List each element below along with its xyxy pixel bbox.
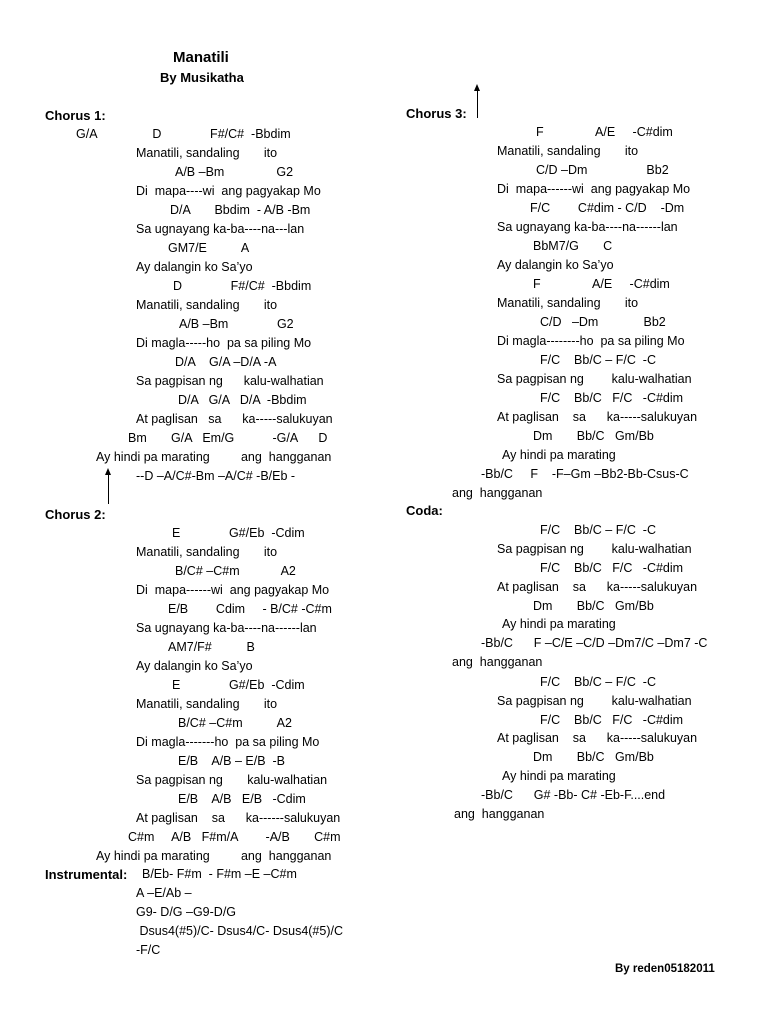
chord-line: A –E/Ab –: [136, 886, 192, 900]
lyric-line: At paglisan sa ka------salukuyan: [136, 811, 341, 825]
lyric-line: Sa ugnayang ka-ba----na------lan: [136, 621, 317, 635]
chord-line: F A/E -C#dim: [536, 125, 673, 139]
chord-line: Dsus4(#5)/C- Dsus4/C- Dsus4(#5)/C: [136, 924, 343, 938]
chord-line: F A/E -C#dim: [533, 277, 670, 291]
up-arrow-icon: [108, 474, 109, 504]
chord-line: F/C Bb/C – F/C -C: [540, 523, 656, 537]
lyric-line: Sa ugnayang ka-ba----na------lan: [497, 220, 678, 234]
chord-line: E/B A/B E/B -Cdim: [178, 792, 306, 806]
chord-line: C#m A/B F#m/A -A/B C#m: [128, 830, 341, 844]
lyric-line: ang hangganan: [454, 807, 545, 821]
lyric-line: ang hangganan: [452, 486, 543, 500]
chord-line: D/A Bbdim - A/B -Bm: [170, 203, 311, 217]
chord-line: C/D –Dm Bb2: [536, 163, 669, 177]
chord-line: --D –A/C#-Bm –A/C# -B/Eb -: [136, 469, 296, 483]
lyric-line: Manatili, sandaling ito: [497, 296, 639, 310]
lyric-line: Sa ugnayang ka-ba----na---lan: [136, 222, 305, 236]
instrumental-label: Instrumental:: [45, 867, 128, 882]
chord-line: GM7/E A: [168, 241, 250, 255]
chord-line: D F#/C# -Bbdim: [173, 279, 312, 293]
lyric-line: Sa pagpisan ng kalu-walhatian: [497, 372, 692, 386]
lyric-line: Di mapa------wi ang pagyakap Mo: [497, 182, 691, 196]
chord-line: G9- D/G –G9-D/G: [136, 905, 237, 919]
lyric-line: ang hangganan: [452, 655, 543, 669]
chord-line: E G#/Eb -Cdim: [172, 678, 305, 692]
chorus2-label: Chorus 2:: [45, 507, 106, 522]
chord-line: -Bb/C F -F–Gm –Bb2-Bb-Csus-C: [481, 467, 689, 481]
chord-line: E G#/Eb -Cdim: [172, 526, 305, 540]
lyric-line: Manatili, sandaling ito: [136, 545, 278, 559]
lyric-line: Ay hindi pa marating: [502, 769, 616, 783]
chord-line: G/A D F#/C# -Bbdim: [76, 127, 291, 141]
lyric-line: Sa pagpisan ng kalu-walhatian: [497, 694, 692, 708]
lyric-line: Manatili, sandaling ito: [136, 697, 278, 711]
lyric-line: Ay dalangin ko Sa’yo: [136, 659, 253, 673]
chord-line: D/A G/A –D/A -A: [175, 355, 277, 369]
chord-line: B/C# –C#m A2: [178, 716, 292, 730]
chorus3-label: Chorus 3:: [406, 106, 467, 121]
arranger-credit: By reden05182011: [615, 963, 715, 975]
chord-line: -F/C: [136, 943, 161, 957]
chord-line: F/C Bb/C F/C -C#dim: [540, 561, 684, 575]
chord-line: B/C# –C#m A2: [175, 564, 296, 578]
chord-line: -Bb/C F –C/E –C/D –Dm7/C –Dm7 -C: [481, 636, 708, 650]
lyric-line: Di magla-----ho pa sa piling Mo: [136, 336, 312, 350]
lyric-line: Sa pagpisan ng kalu-walhatian: [497, 542, 692, 556]
chord-line: F/C Bb/C F/C -C#dim: [540, 391, 684, 405]
chord-line: C/D –Dm Bb2: [540, 315, 666, 329]
chord-line: B/Eb- F#m - F#m –E –C#m: [142, 867, 297, 881]
lyric-line: Ay hindi pa marating: [502, 617, 616, 631]
lyric-line: Manatili, sandaling ito: [136, 146, 278, 160]
chord-line: D/A G/A D/A -Bbdim: [178, 393, 307, 407]
chorus1-label: Chorus 1:: [45, 108, 106, 123]
up-arrow-icon: [477, 90, 478, 118]
chord-line: A/B –Bm G2: [175, 165, 294, 179]
song-title: Manatili: [173, 49, 229, 66]
chord-line: Dm Bb/C Gm/Bb: [533, 599, 654, 613]
lyric-line: Ay hindi pa marating: [502, 448, 616, 462]
lyric-line: Di magla--------ho pa sa piling Mo: [497, 334, 685, 348]
chord-line: Bm G/A Em/G -G/A D: [128, 431, 328, 445]
chord-line: F/C Bb/C – F/C -C: [540, 675, 656, 689]
lyric-line: At paglisan sa ka-----salukuyan: [136, 412, 333, 426]
chord-line: E/B Cdim - B/C# -C#m: [168, 602, 332, 616]
lyric-line: Ay hindi pa marating ang hangganan: [96, 450, 332, 464]
coda-label: Coda:: [406, 503, 443, 518]
lyric-line: Sa pagpisan ng kalu-walhatian: [136, 773, 328, 787]
lyric-line: Di mapa------wi ang pagyakap Mo: [136, 583, 330, 597]
lyric-line: Ay hindi pa marating ang hangganan: [96, 849, 332, 863]
chord-line: F/C Bb/C – F/C -C: [540, 353, 656, 367]
lyric-line: Manatili, sandaling ito: [136, 298, 278, 312]
lyric-line: Manatili, sandaling ito: [497, 144, 639, 158]
lyric-line: Ay dalangin ko Sa’yo: [136, 260, 253, 274]
chord-line: E/B A/B – E/B -B: [178, 754, 285, 768]
lyric-line: At paglisan sa ka-----salukuyan: [497, 580, 698, 594]
chord-line: F/C Bb/C F/C -C#dim: [540, 713, 684, 727]
chord-line: Dm Bb/C Gm/Bb: [533, 750, 654, 764]
chord-line: -Bb/C G# -Bb- C# -Eb-F....end: [481, 788, 666, 802]
lyric-line: Ay dalangin ko Sa’yo: [497, 258, 614, 272]
chord-line: BbM7/G C: [533, 239, 613, 253]
song-author: By Musikatha: [160, 70, 244, 85]
lyric-line: Di mapa----wi ang pagyakap Mo: [136, 184, 321, 198]
chord-line: Dm Bb/C Gm/Bb: [533, 429, 654, 443]
lyric-line: Sa pagpisan ng kalu-walhatian: [136, 374, 324, 388]
lyric-line: Di magla-------ho pa sa piling Mo: [136, 735, 320, 749]
chord-line: A/B –Bm G2: [179, 317, 294, 331]
chord-line: F/C C#dim - C/D -Dm: [530, 201, 685, 215]
chord-line: AM7/F# B: [168, 640, 255, 654]
lyric-line: At paglisan sa ka-----salukuyan: [497, 410, 698, 424]
lyric-line: At paglisan sa ka-----salukuyan: [497, 731, 698, 745]
